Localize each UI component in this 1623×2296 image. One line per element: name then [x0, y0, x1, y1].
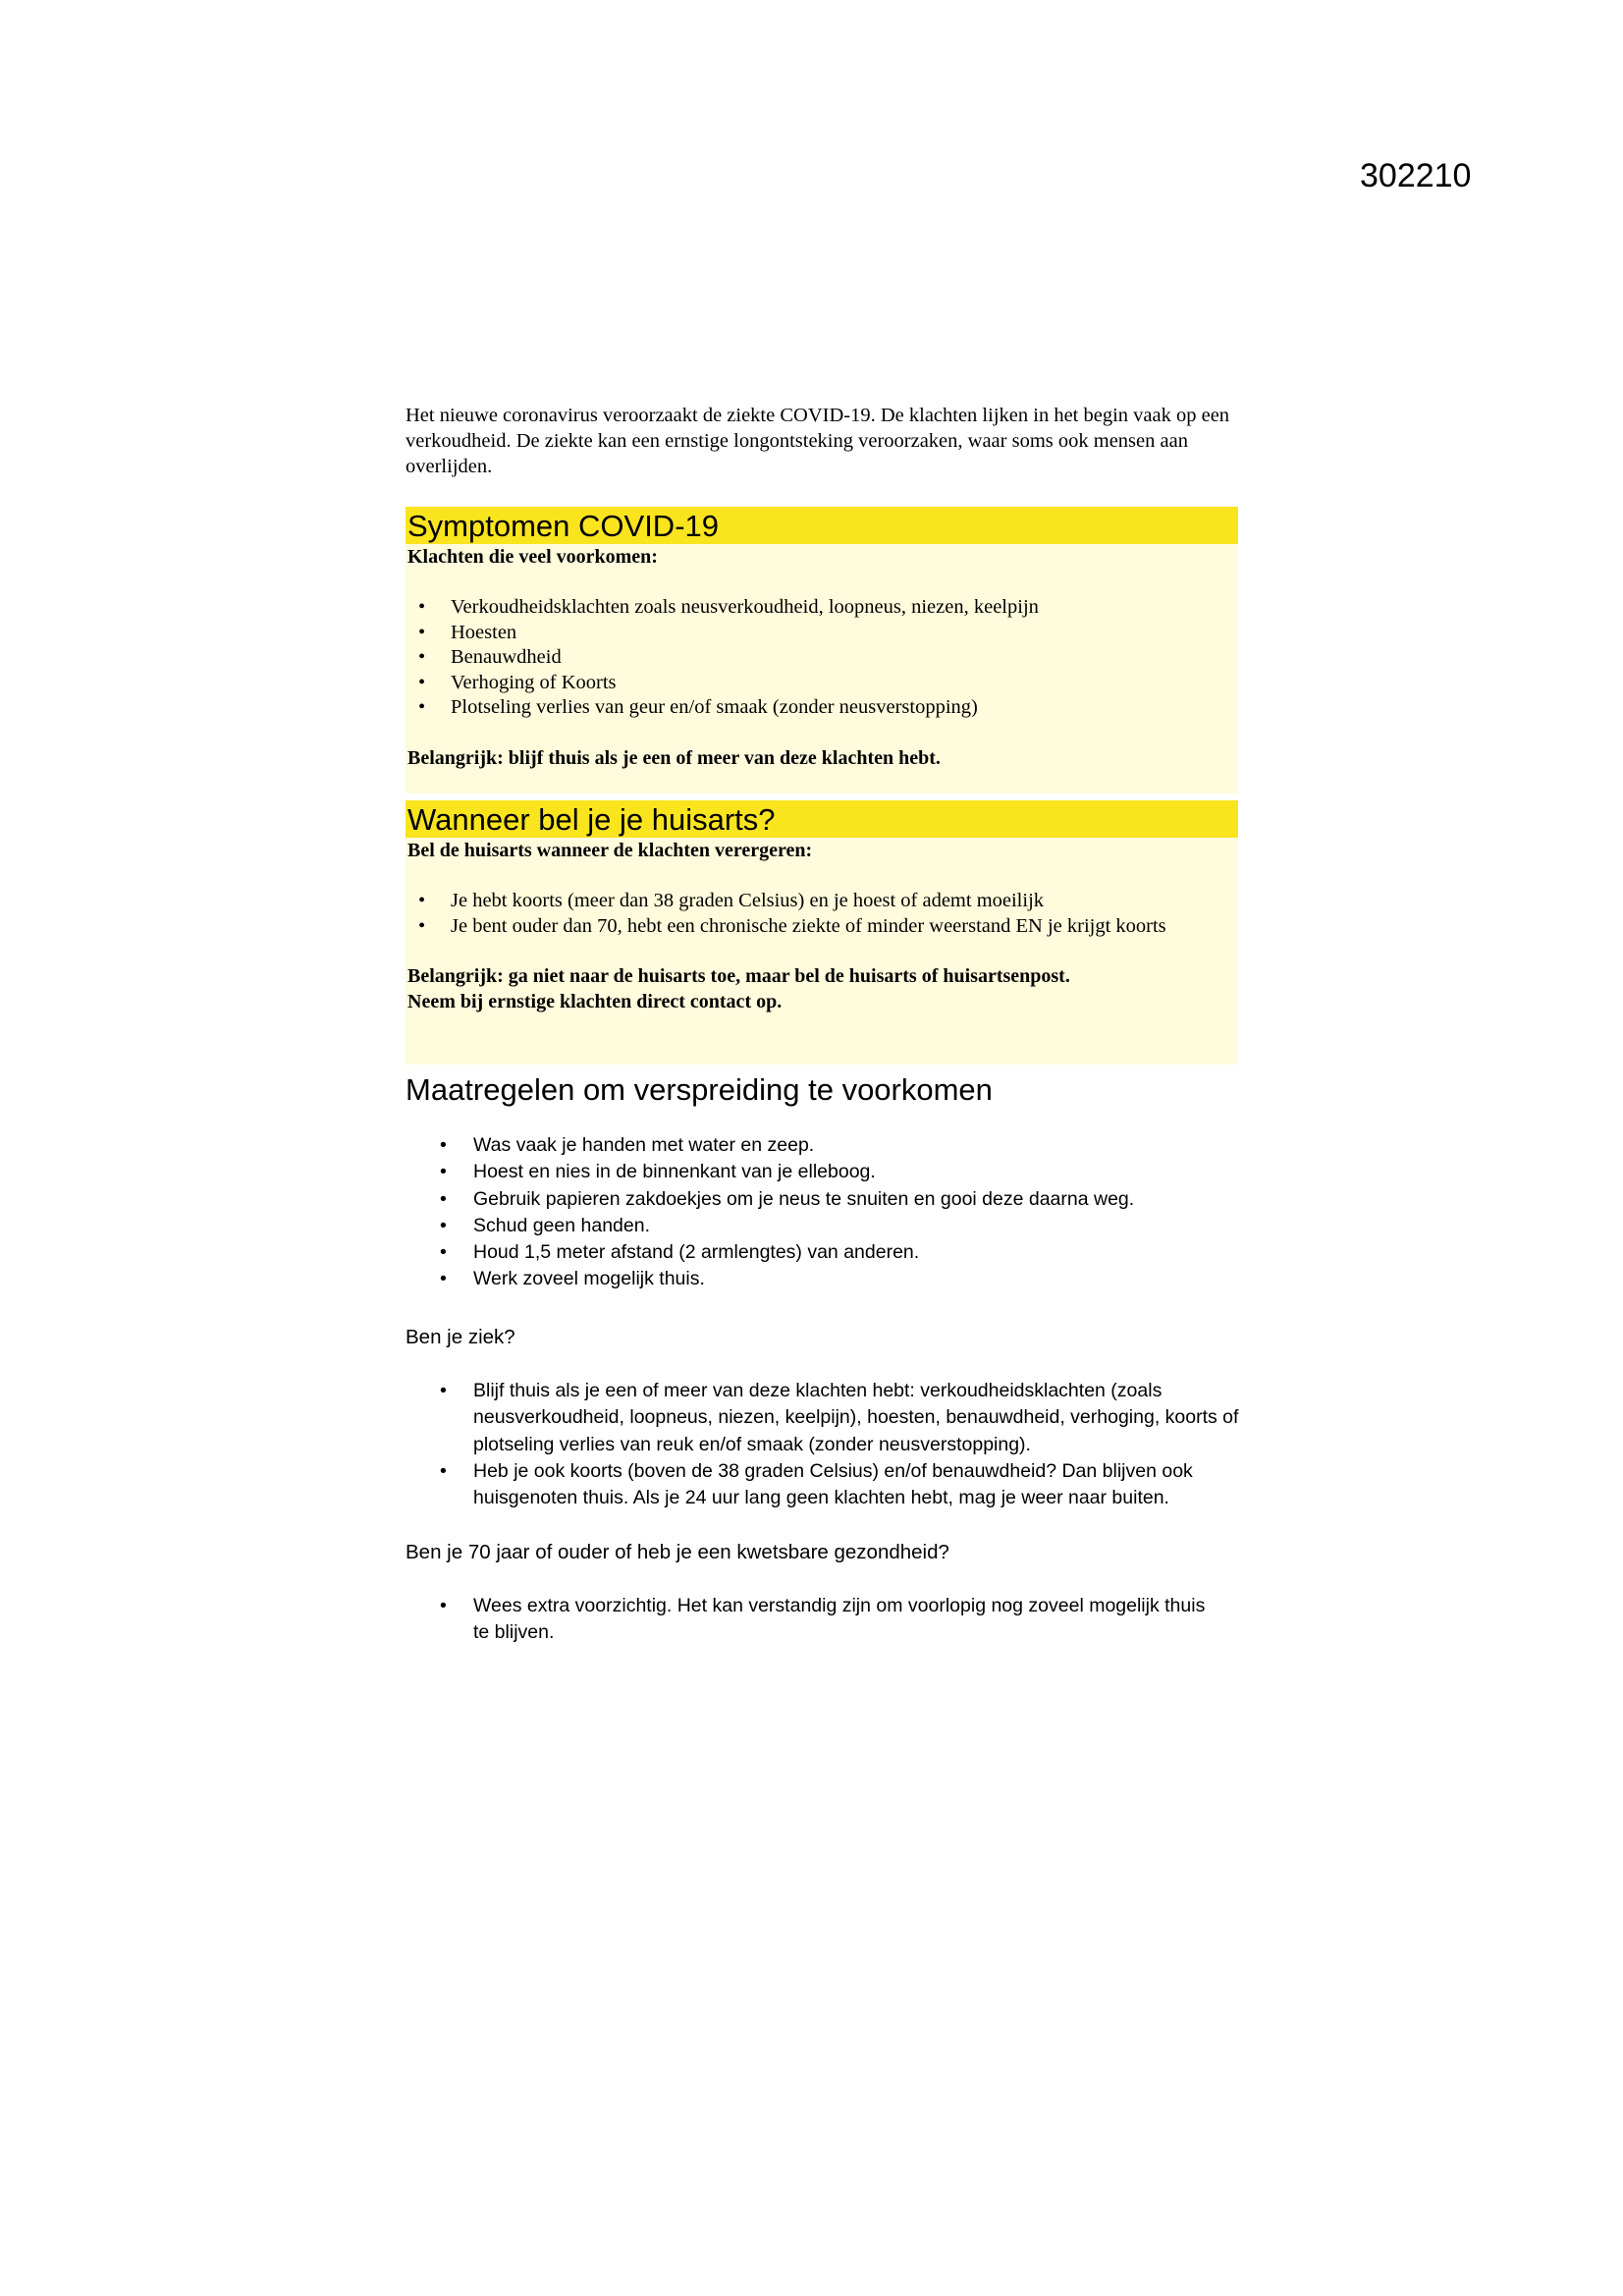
- bullet-icon: •: [418, 671, 426, 693]
- gp-subheading: Bel de huisarts wanneer de klachten verergeren:: [407, 840, 813, 861]
- measures-heading: Maatregelen om verspreiding te voorkomen: [406, 1072, 993, 1107]
- gp-list: [406, 889, 1191, 939]
- bullet-icon: •: [418, 646, 426, 668]
- list-item: • Hoest en nies in de binnenkant van je elleboog.: [406, 1159, 1250, 1185]
- bullet-icon: •: [440, 1161, 447, 1183]
- measures-list: [406, 1132, 1250, 1293]
- intro-paragraph: Het nieuwe coronavirus veroorzaakt de ziekte COVID-19. De klachten lijken in het begin vaak op een verkoudheid. De ziekte kan een ernstige longontsteking veroorzaken, waar soms ook mensen aan overlijden.: [406, 405, 1230, 477]
- bullet-icon: •: [418, 621, 426, 643]
- list-item: • Hoesten: [406, 621, 1238, 646]
- list-item: • Je bent ouder dan 70, hebt een chronische ziekte of minder weerstand EN je krijgt koorts: [406, 914, 1191, 940]
- bullet-icon: •: [440, 1134, 447, 1156]
- bullet-icon: •: [440, 1459, 447, 1482]
- gp-box: [406, 800, 1238, 1065]
- document-number: 302210: [1360, 157, 1472, 194]
- gp-heading: Wanneer bel je je huisarts?: [406, 800, 1238, 838]
- list-item: • Plotseling verlies van geur en/of smaak (zonder neusverstopping): [406, 695, 1238, 721]
- sick-list: [406, 1378, 1250, 1511]
- bullet-icon: •: [440, 1187, 447, 1210]
- sick-question: Ben je ziek?: [406, 1326, 515, 1348]
- list-item: • Je hebt koorts (meer dan 38 graden Celsius) en je hoest of ademt moeilijk: [406, 889, 1191, 914]
- elderly-question: Ben je 70 jaar of ouder of heb je een kwetsbare gezondheid?: [406, 1541, 949, 1563]
- symptoms-subheading: Klachten die veel voorkomen:: [407, 546, 658, 568]
- list-item: • Verkoudheidsklachten zoals neusverkoudheid, loopneus, niezen, keelpijn: [406, 595, 1238, 621]
- list-item: • Benauwdheid: [406, 645, 1238, 671]
- bullet-icon: •: [440, 1241, 447, 1264]
- list-item: • Blijf thuis als je een of meer van deze klachten hebt: verkoudheidsklachten (zoals neusverkoudheid, loopneus, niezen, keelpijn), hoesten, benauwdheid, verhoging, koorts of plotseling verlies van reuk en/of smaak (zonder neusverstopping).: [440, 1380, 1239, 1455]
- symptoms-list: [406, 595, 1238, 721]
- bullet-icon: •: [418, 890, 426, 911]
- gp-important-line-1: Belangrijk: ga niet naar de huisarts toe, maar bel de huisarts of huisartsenpost.: [407, 965, 1070, 987]
- bullet-icon: •: [440, 1268, 447, 1290]
- list-item: • Schud geen handen.: [406, 1213, 1250, 1239]
- bullet-icon: •: [440, 1214, 447, 1236]
- list-item: • Houd 1,5 meter afstand (2 armlengtes) van anderen.: [406, 1239, 1250, 1266]
- bullet-icon: •: [418, 696, 426, 718]
- list-item: • Heb je ook koorts (boven de 38 graden Celsius) en/of benauwdheid? Dan blijven ook huisgenoten thuis. Als je 24 uur lang geen klachten hebt, mag je weer naar buiten.: [440, 1459, 1193, 1509]
- gp-important-line-2: Neem bij ernstige klachten direct contact op.: [407, 991, 783, 1012]
- bullet-icon: •: [418, 596, 426, 618]
- elderly-list: [406, 1593, 1211, 1647]
- bullet-icon: •: [440, 1380, 447, 1401]
- symptoms-box: [406, 507, 1238, 793]
- symptoms-important-note: Belangrijk: blijf thuis als je een of meer van deze klachten hebt.: [407, 746, 941, 769]
- bullet-icon: •: [418, 914, 426, 937]
- symptoms-heading: Symptomen COVID-19: [406, 507, 1238, 544]
- list-item: • Verhoging of Koorts: [406, 671, 1238, 696]
- list-item: • Werk zoveel mogelijk thuis.: [406, 1266, 1250, 1292]
- list-item: • Gebruik papieren zakdoekjes om je neus te snuiten en gooi deze daarna weg.: [406, 1186, 1250, 1213]
- list-item: • Was vaak je handen met water en zeep.: [406, 1132, 1250, 1159]
- list-item: • Wees extra voorzichtig. Het kan verstandig zijn om voorlopig nog zoveel mogelijk thuis te blijven.: [440, 1595, 1206, 1644]
- bullet-icon: •: [440, 1595, 447, 1616]
